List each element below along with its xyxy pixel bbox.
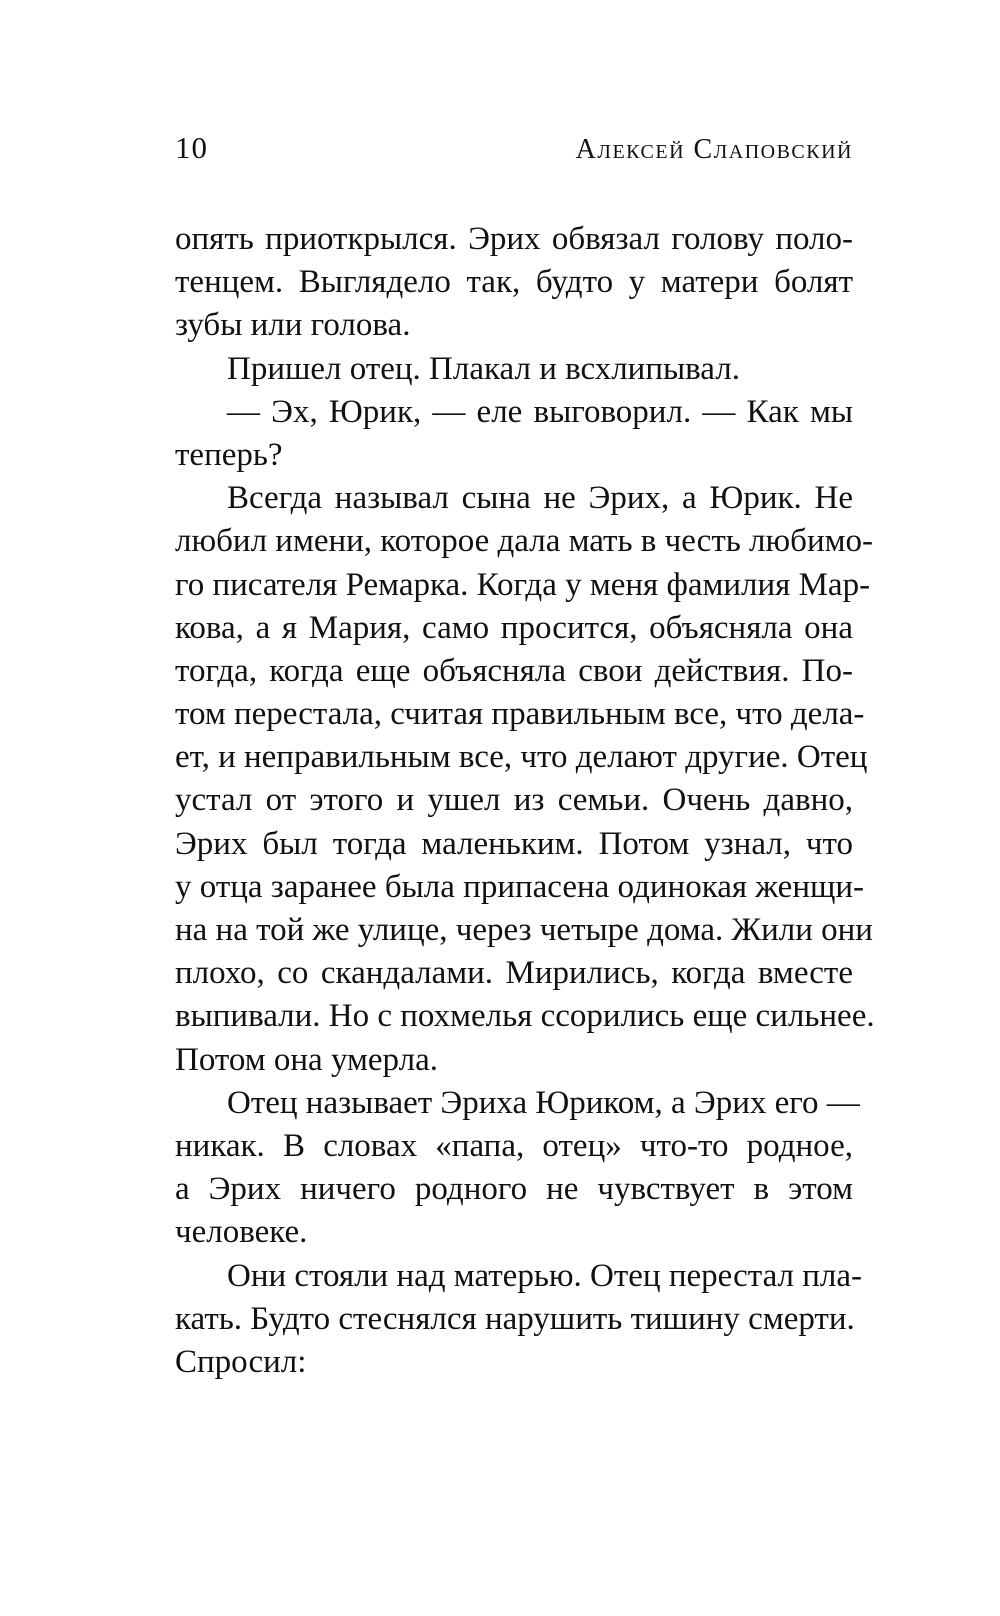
text-line: Пришел отец. Плакал и всхлипывал. [227, 350, 740, 387]
text-line: том перестала, считая правильным все, что дела- [175, 696, 865, 733]
text-line: выпивали. Но с похмелья ссорились еще сильнее. [175, 998, 875, 1035]
text-line: человеке. [175, 1214, 308, 1251]
text-line: ет, и неправильным все, что делают другие. Отец [175, 739, 868, 776]
text-line: Спросил: [175, 1343, 307, 1380]
body-text [175, 218, 875, 1384]
text-line: теперь? [175, 436, 283, 473]
text-line: тенцем. Выглядело так, будто у матери болят [175, 264, 853, 301]
text-line: кать. Будто стеснялся нарушить тишину смерти. [175, 1300, 855, 1337]
text-line: — Эх, Юрик, — еле выговорил. — Как мы [227, 393, 853, 430]
text-line: на на той же улице, через четыре дома. Жили они [175, 912, 873, 948]
text-line: плохо, со скандалами. Мирились, когда вместе [175, 955, 853, 992]
text-line: тогда, когда еще объясняла свои действия. По- [175, 652, 853, 689]
text-line: Отец называет Эриха Юриком, а Эрих его — [227, 1084, 860, 1121]
text-line: а Эрих ничего родного не чувствует в этом [175, 1171, 853, 1208]
text-line: Всегда называл сына не Эрих, а Юрик. Не [227, 480, 853, 517]
text-line: го писателя Ремарка. Когда у меня фамилия Мар- [175, 566, 871, 603]
text-line: устал от этого и ушел из семьи. Очень давно, [175, 782, 853, 819]
text-line: Эрих был тогда маленьким. Потом узнал, что [175, 825, 853, 862]
running-head [175, 130, 853, 170]
text-line: Потом она умерла. [175, 1041, 438, 1078]
text-line: зубы или голова. [175, 307, 411, 344]
text-line: у отца заранее была припасена одинокая женщи- [175, 868, 865, 905]
text-line: опять приоткрылся. Эрих обвязал голову поло- [175, 221, 853, 257]
text-line: любил имени, которое дала мать в честь любимо- [175, 523, 873, 560]
text-line: кова, а я Мария, само просится, объясняла она [175, 609, 853, 646]
book-author: Алексей Слаповский [575, 134, 853, 165]
page-number: 10 [175, 130, 208, 165]
text-line: никак. В словах «папа, отец» что-то родное, [175, 1127, 853, 1164]
text-line: Они стояли над матерью. Отец перестал пла- [227, 1257, 863, 1294]
